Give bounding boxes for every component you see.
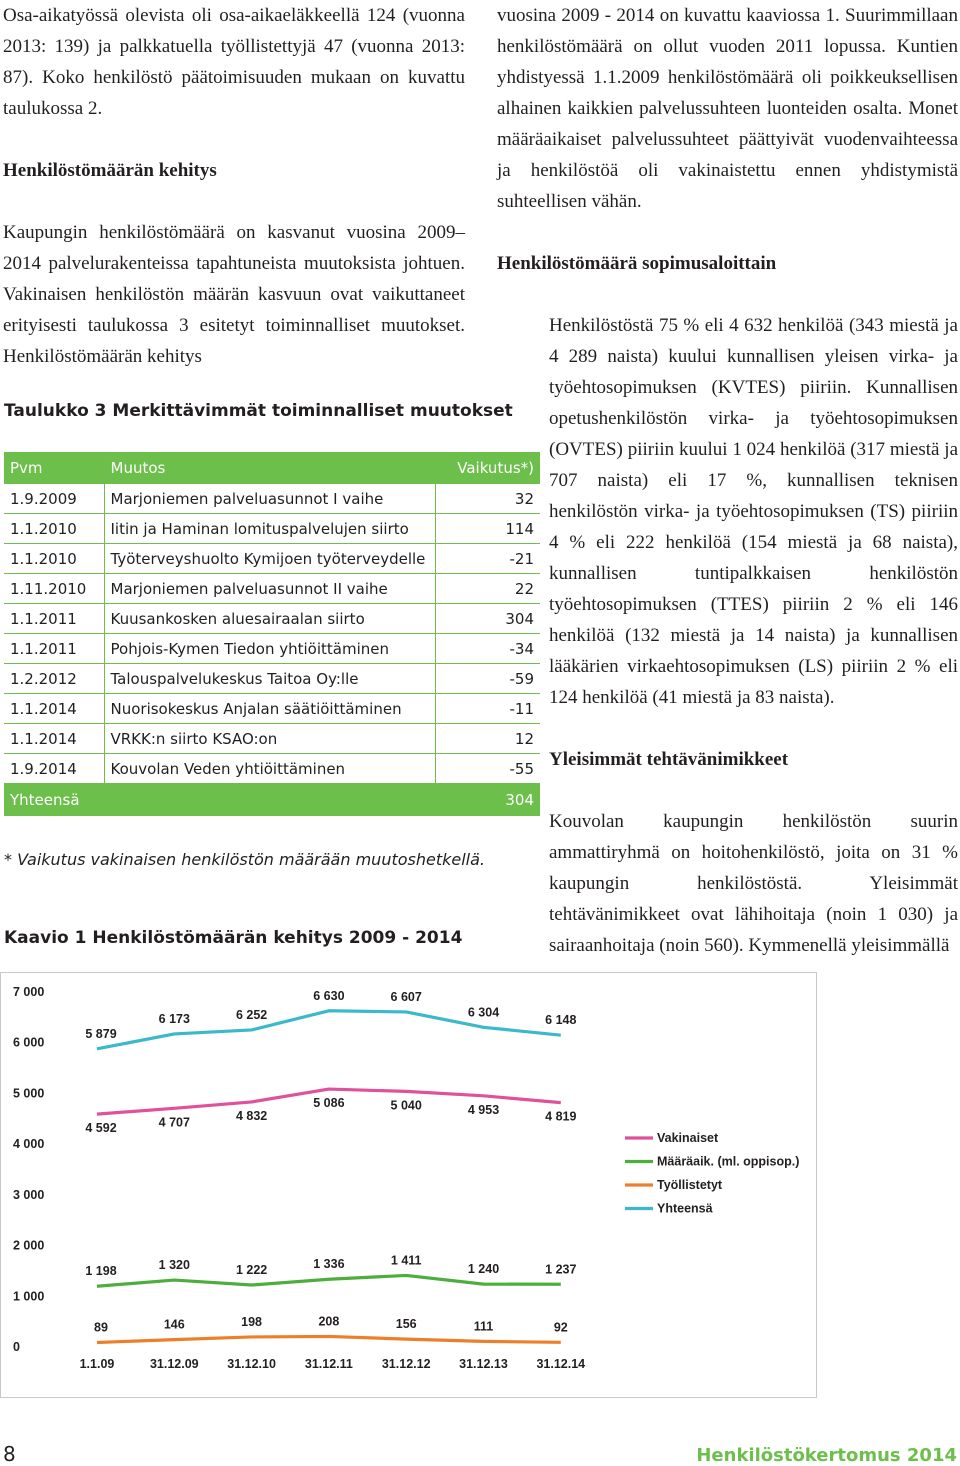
development-paragraph: Kaupungin henkilöstömäärä on kasvanut vuosina 2009–2014 palvelurakenteissa tapahtuneista muutoksista johtuen. Vakinaisen henkilöstön määrän kasvuun ovat vaikuttaneet erityisesti taulukossa 3 esitetyt toiminnalliset muutokset. Henkilöstömäärän kehitys	[3, 222, 465, 367]
y-tick-label: 6 000	[13, 1035, 45, 1050]
x-tick-label: 31.12.10	[227, 1357, 276, 1371]
total-spacer	[104, 784, 435, 816]
table-row	[4, 484, 540, 514]
table-row	[4, 634, 540, 664]
cell-vaikutus: -34	[435, 634, 540, 664]
y-tick-label: 5 000	[13, 1086, 45, 1101]
cell-pvm: 1.9.2009	[4, 484, 104, 514]
y-tick-label: 3 000	[13, 1187, 45, 1202]
cell-pvm: 1.1.2014	[4, 724, 104, 754]
data-label: 92	[553, 1320, 568, 1335]
data-label: 1 336	[313, 1257, 345, 1272]
page-number: 8	[3, 1442, 16, 1466]
data-label: 111	[473, 1319, 494, 1334]
y-tick-label: 2 000	[13, 1238, 45, 1253]
data-label: 5 086	[313, 1096, 345, 1111]
data-label: 5 040	[390, 1098, 422, 1113]
data-label: 6 607	[390, 989, 422, 1004]
cell-vaikutus: -11	[435, 694, 540, 724]
cell-pvm: 1.1.2010	[4, 544, 104, 574]
total-label: Yhteensä	[4, 784, 104, 816]
data-label: 1 240	[467, 1262, 500, 1277]
data-label: 1 320	[158, 1258, 190, 1273]
legend-label: Työllistetyt	[657, 1178, 723, 1192]
cell-muutos: Kuusankosken aluesairaalan siirto	[104, 604, 435, 634]
cell-muutos: Kouvolan Veden yhtiöittäminen	[104, 754, 435, 784]
cell-muutos: Talouspalvelukeskus Taitoa Oy:lle	[104, 664, 435, 694]
cell-vaikutus: 304	[435, 604, 540, 634]
y-tick-label: 7 000	[13, 985, 45, 999]
cell-vaikutus: 114	[435, 514, 540, 544]
data-label: 4 592	[85, 1121, 117, 1136]
table-row	[4, 544, 540, 574]
header-vaikutus: Vaikutus*)	[435, 452, 540, 484]
table-row	[4, 694, 540, 724]
table-row	[4, 604, 540, 634]
running-footer: Henkilöstökertomus 2014	[696, 1445, 957, 1466]
legend-label: Määräaik. (ml. oppisop.)	[657, 1154, 800, 1169]
y-tick-label: 4 000	[13, 1137, 45, 1152]
section-heading-sopimusaloittain: Henkilöstömäärä sopimusaloittain	[497, 253, 777, 274]
header-muutos: Muutos	[104, 452, 435, 484]
right-column	[497, 0, 958, 961]
x-tick-label: 31.12.09	[149, 1357, 199, 1371]
cell-pvm: 1.2.2012	[4, 664, 104, 694]
x-tick-label: 31.12.11	[304, 1357, 353, 1371]
cell-vaikutus: 22	[435, 574, 540, 604]
cell-vaikutus: 32	[435, 484, 540, 514]
data-label: 156	[395, 1317, 417, 1332]
data-label: 6 148	[545, 1013, 577, 1028]
section-heading-tehtavanimikkeet: Yleisimmät tehtävänimikkeet	[549, 749, 789, 770]
table-total-row	[4, 784, 540, 816]
cell-vaikutus: -55	[435, 754, 540, 784]
data-label: 4 819	[545, 1109, 577, 1124]
table-title: Taulukko 3 Merkittävimmät toiminnalliset muutokset	[4, 401, 513, 421]
data-label: 6 630	[313, 988, 345, 1003]
data-label: 198	[241, 1314, 263, 1329]
agreement-paragraph-text: Henkilöstöstä 75 % eli 4 632 henkilöä (343 miestä ja 4 289 naista) kuului kunnallisen yleisen virka- ja työehtosopimuksen (KVTES) piiriin. Kunnallisen opetushenkilöstön virka- ja työehtosopimuksen (OVTES) piiriin kuului 1 024 henkilöä (317 miestä ja 707 naista) eli 17 %, kunnallisen teknisen henkilöstön virka- ja työehtosopimuksen (TS) piiriin 4 % eli 222 henkilöä (154 miestä ja 68 naista), kunnallisen tuntipalkkaisen henkilöstön työehtosopimuksen (TTES) piiriin 2 % eli 146 henkilöä (132 miestä ja 14 naista) ja kunnallisen lääkärien virkaehtosopimuksen (LS) piiriin 2 % eli 124 henkilöä (41 miestä ja 83 naista).	[549, 315, 958, 708]
cell-pvm: 1.11.2010	[4, 574, 104, 604]
y-tick-label: 0	[13, 1340, 20, 1354]
data-label: 146	[163, 1317, 185, 1332]
data-label: 1 411	[390, 1253, 422, 1268]
cell-vaikutus: -21	[435, 544, 540, 574]
intro-paragraph: Osa-aikatyössä olevista oli osa-aikaeläkkeellä 124 (vuonna 2013: 139) ja palkkatuella työllistettyjä 47 (vuonna 2013: 87). Koko henkilöstö päätoimisuuden mukaan on kuvattu taulukossa 2.	[3, 5, 465, 119]
table-header-row	[4, 452, 540, 484]
x-tick-label: 1.1.09	[79, 1357, 115, 1371]
cell-muutos: Marjoniemen palveluasunnot I vaihe	[104, 484, 435, 514]
cell-muutos: Iitin ja Haminan lomituspalvelujen siirto	[104, 514, 435, 544]
data-label: 6 173	[158, 1011, 190, 1026]
data-label: 6 304	[467, 1005, 500, 1020]
staffing-line-chart	[0, 972, 960, 1402]
table-row	[4, 724, 540, 754]
chart-title: Kaavio 1 Henkilöstömäärän kehitys 2009 - 2014	[4, 928, 463, 948]
table-row	[4, 574, 540, 604]
data-label: 208	[318, 1314, 340, 1329]
data-label: 1 222	[235, 1263, 268, 1278]
cell-vaikutus: 12	[435, 724, 540, 754]
section-heading-henkilostomaaran-kehitys: Henkilöstömäärän kehitys	[3, 160, 217, 181]
cell-muutos: VRKK:n siirto KSAO:on	[104, 724, 435, 754]
cell-pvm: 1.1.2014	[4, 694, 104, 724]
data-label: 4 953	[467, 1102, 500, 1117]
cell-pvm: 1.1.2010	[4, 514, 104, 544]
legend-label: Vakinaiset	[657, 1131, 719, 1145]
x-tick-label: 31.12.14	[536, 1357, 586, 1371]
data-label: 4 832	[235, 1108, 268, 1123]
changes-table	[4, 452, 540, 816]
data-label: 5 879	[85, 1026, 117, 1041]
cell-pvm: 1.1.2011	[4, 604, 104, 634]
left-column	[3, 0, 465, 372]
cell-muutos: Nuorisokeskus Anjalan säätiöittäminen	[104, 694, 435, 724]
legend-label: Yhteensä	[657, 1201, 713, 1216]
data-label: 1 198	[85, 1264, 117, 1279]
x-tick-label: 31.12.13	[459, 1357, 508, 1371]
data-label: 4 707	[158, 1115, 190, 1130]
table-footnote: * Vaikutus vakinaisen henkilöstön määrään muutoshetkellä.	[4, 850, 485, 869]
cell-pvm: 1.9.2014	[4, 754, 104, 784]
agreement-paragraph	[497, 310, 958, 713]
y-tick-label: 1 000	[13, 1289, 45, 1304]
total-value: 304	[435, 784, 540, 816]
cell-muutos: Työterveyshuolto Kymijoen työterveydelle	[104, 544, 435, 574]
table-row	[4, 514, 540, 544]
changes-table-body	[4, 452, 540, 816]
cell-muutos: Marjoniemen palveluasunnot II vaihe	[104, 574, 435, 604]
data-label: 1 237	[545, 1262, 577, 1277]
table-row	[4, 664, 540, 694]
data-label: 89	[94, 1320, 108, 1335]
cell-pvm: 1.1.2011	[4, 634, 104, 664]
job-titles-paragraph: Kouvolan kaupungin henkilöstön suurin ammattiryhmä on hoitohenkilöstö, joita on 31 % kaupungin henkilöstöstä. Yleisimmät tehtävänimikkeet ovat lähihoitaja (noin 1 030) ja sairaanhoitaja (noin 560). Kymmenellä yleisimmällä	[549, 811, 958, 956]
table-row	[4, 754, 540, 784]
data-label: 6 252	[235, 1007, 268, 1022]
chart-description-paragraph: vuosina 2009 - 2014 on kuvattu kaaviossa 1. Suurimmillaan henkilöstömäärä on ollut vuoden 2011 lopussa. Kuntien yhdistyessä 1.1.2009 henkilöstömäärä oli poikkeuksellisen alhainen kaikkien palvelussuhteen luonteiden osalta. Monet määräaikaiset palvelussuhteet päättyivät vuodenvaihteessa ja henkilöstöä oli vakinaistettu ennen yhdistymistä suhteellisen vähän.	[497, 5, 958, 212]
header-pvm: Pvm	[4, 452, 104, 484]
cell-vaikutus: -59	[435, 664, 540, 694]
cell-muutos: Pohjois-Kymen Tiedon yhtiöittäminen	[104, 634, 435, 664]
x-tick-label: 31.12.12	[381, 1357, 431, 1371]
